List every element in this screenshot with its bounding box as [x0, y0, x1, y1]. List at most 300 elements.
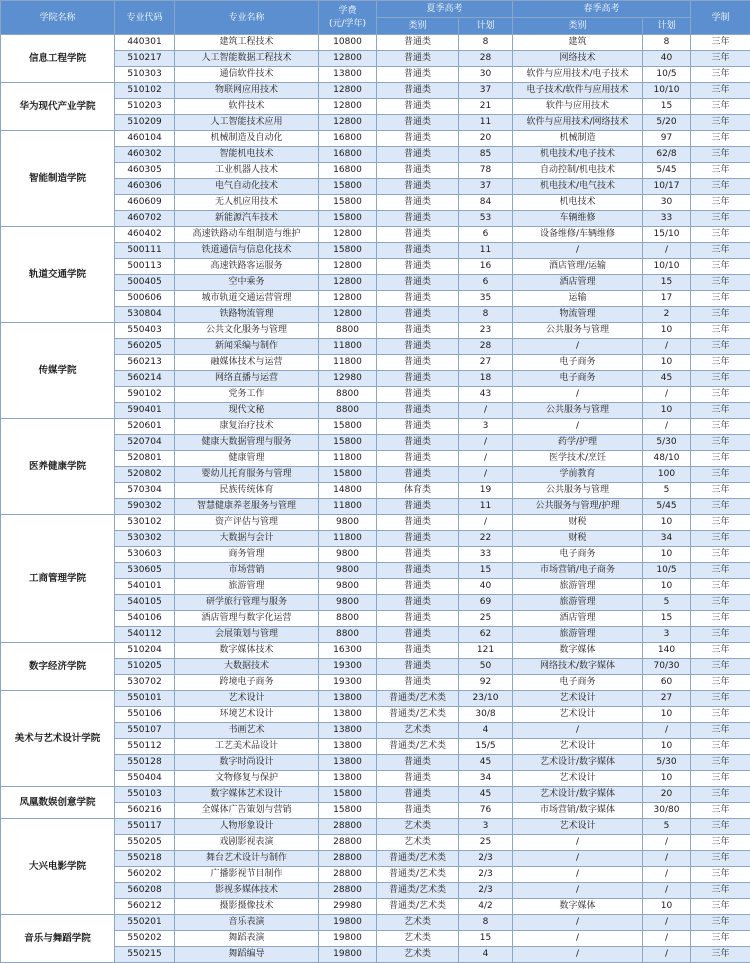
summer-category: 普通类	[377, 291, 459, 307]
summer-plan: 76	[459, 803, 513, 819]
major-code: 550403	[115, 323, 175, 339]
major-name: 融媒体技术与运营	[175, 355, 319, 371]
major-name: 党务工作	[175, 387, 319, 403]
duration: 三年	[691, 419, 750, 435]
summer-plan: 30	[459, 67, 513, 83]
summer-plan: 11	[459, 115, 513, 131]
spring-plan: /	[643, 723, 691, 739]
spring-category: /	[513, 419, 643, 435]
header-major: 专业名称	[175, 1, 319, 35]
spring-plan: /	[643, 947, 691, 963]
spring-category: 艺术设计/数字媒体	[513, 787, 643, 803]
spring-category: /	[513, 915, 643, 931]
duration: 三年	[691, 819, 750, 835]
major-name: 资产评估与管理	[175, 515, 319, 531]
tuition-fee: 13800	[319, 755, 377, 771]
summer-category: 普通类	[377, 659, 459, 675]
summer-plan: 121	[459, 643, 513, 659]
college-name: 凤凰数娱创意学院	[1, 787, 115, 819]
summer-category: 普通类	[377, 467, 459, 483]
spring-category: 医学技术/烹饪	[513, 451, 643, 467]
spring-category: 市场营销/数字媒体	[513, 803, 643, 819]
major-code: 460302	[115, 147, 175, 163]
college-name: 华为现代产业学院	[1, 83, 115, 131]
spring-category: /	[513, 851, 643, 867]
summer-plan: 25	[459, 835, 513, 851]
major-code: 530804	[115, 307, 175, 323]
summer-plan: 27	[459, 355, 513, 371]
spring-category: 公共服务与管理	[513, 403, 643, 419]
tuition-fee: 12800	[319, 307, 377, 323]
summer-plan: 35	[459, 291, 513, 307]
major-code: 590102	[115, 387, 175, 403]
duration: 三年	[691, 243, 750, 259]
tuition-fee: 28800	[319, 835, 377, 851]
spring-plan: 2	[643, 307, 691, 323]
major-code: 510102	[115, 83, 175, 99]
header-summer-category: 类别	[377, 18, 459, 35]
tuition-fee: 11800	[319, 339, 377, 355]
tuition-fee: 12800	[319, 115, 377, 131]
spring-category: /	[513, 723, 643, 739]
summer-category: 普通类	[377, 339, 459, 355]
summer-category: 体育类	[377, 483, 459, 499]
summer-category: 普通类	[377, 611, 459, 627]
duration: 三年	[691, 83, 750, 99]
major-code: 550112	[115, 739, 175, 755]
summer-category: 普通类	[377, 627, 459, 643]
duration: 三年	[691, 771, 750, 787]
major-name: 电气自动化技术	[175, 179, 319, 195]
tuition-fee: 9800	[319, 563, 377, 579]
table-header	[1, 1, 750, 35]
major-code: 550404	[115, 771, 175, 787]
duration: 三年	[691, 211, 750, 227]
duration: 三年	[691, 35, 750, 51]
tuition-fee: 13800	[319, 723, 377, 739]
spring-plan: 27	[643, 691, 691, 707]
summer-category: 普通类	[377, 115, 459, 131]
spring-category: 酒店管理	[513, 275, 643, 291]
spring-category: 数字媒体	[513, 899, 643, 915]
summer-plan: 37	[459, 179, 513, 195]
major-name: 工业机器人技术	[175, 163, 319, 179]
summer-plan: 11	[459, 499, 513, 515]
spring-plan: /	[643, 883, 691, 899]
spring-plan: 30	[643, 195, 691, 211]
duration: 三年	[691, 691, 750, 707]
spring-plan: 33	[643, 211, 691, 227]
major-code: 550117	[115, 819, 175, 835]
summer-category: 普通类	[377, 275, 459, 291]
major-name: 新能源汽车技术	[175, 211, 319, 227]
spring-category: 市场营销/电子商务	[513, 563, 643, 579]
summer-plan: 6	[459, 275, 513, 291]
major-code: 460305	[115, 163, 175, 179]
header-fee-title: 学费	[319, 5, 376, 18]
spring-category: 建筑	[513, 35, 643, 51]
summer-plan: 21	[459, 99, 513, 115]
major-code: 560202	[115, 867, 175, 883]
major-code: 550107	[115, 723, 175, 739]
duration: 三年	[691, 387, 750, 403]
tuition-fee: 29980	[319, 899, 377, 915]
major-name: 铁路物流管理	[175, 307, 319, 323]
tuition-fee: 12800	[319, 99, 377, 115]
summer-category: 普通类	[377, 195, 459, 211]
spring-plan: /	[643, 931, 691, 947]
spring-category: 酒店管理/运输	[513, 259, 643, 275]
tuition-fee: 8800	[319, 611, 377, 627]
spring-plan: 5	[643, 819, 691, 835]
spring-category: 设备维修/车辆维修	[513, 227, 643, 243]
summer-category: 普通类	[377, 67, 459, 83]
duration: 三年	[691, 579, 750, 595]
summer-plan: /	[459, 515, 513, 531]
table-row	[1, 35, 750, 51]
major-name: 环境艺术设计	[175, 707, 319, 723]
spring-plan: 5	[643, 483, 691, 499]
spring-category: 网络技术	[513, 51, 643, 67]
spring-category: 电子商务	[513, 371, 643, 387]
major-name: 摄影摄像技术	[175, 899, 319, 915]
spring-plan: /	[643, 339, 691, 355]
major-name: 数字时尚设计	[175, 755, 319, 771]
major-code: 500111	[115, 243, 175, 259]
college-name: 信息工程学院	[1, 35, 115, 83]
tuition-fee: 19800	[319, 931, 377, 947]
summer-plan: 53	[459, 211, 513, 227]
major-code: 560216	[115, 803, 175, 819]
spring-plan: 100	[643, 467, 691, 483]
spring-plan: 15	[643, 275, 691, 291]
tuition-fee: 16800	[319, 163, 377, 179]
spring-category: 旅游管理	[513, 627, 643, 643]
summer-plan: 8	[459, 915, 513, 931]
major-name: 机械制造及自动化	[175, 131, 319, 147]
tuition-fee: 12980	[319, 371, 377, 387]
summer-category: 普通类	[377, 771, 459, 787]
spring-plan: 15	[643, 611, 691, 627]
major-name: 空中乘务	[175, 275, 319, 291]
major-code: 560212	[115, 899, 175, 915]
table-row	[1, 131, 750, 147]
spring-category: 物流管理	[513, 307, 643, 323]
table-row	[1, 787, 750, 803]
summer-category: 普通类	[377, 371, 459, 387]
summer-category: 普通类	[377, 323, 459, 339]
major-name: 酒店管理与数字化运营	[175, 611, 319, 627]
spring-plan: 10	[643, 707, 691, 723]
spring-plan: 10	[643, 355, 691, 371]
summer-category: 普通类/艺术类	[377, 739, 459, 755]
summer-category: 普通类	[377, 515, 459, 531]
summer-plan: 3	[459, 419, 513, 435]
spring-plan: 5/30	[643, 435, 691, 451]
spring-plan: 34	[643, 531, 691, 547]
tuition-fee: 13800	[319, 771, 377, 787]
tuition-fee: 28800	[319, 851, 377, 867]
summer-category: 普通类	[377, 563, 459, 579]
major-code: 540105	[115, 595, 175, 611]
major-code: 460104	[115, 131, 175, 147]
spring-plan: 20	[643, 787, 691, 803]
major-code: 550202	[115, 931, 175, 947]
tuition-fee: 12800	[319, 259, 377, 275]
spring-category: /	[513, 835, 643, 851]
summer-category: 艺术类	[377, 723, 459, 739]
duration: 三年	[691, 435, 750, 451]
summer-plan: 22	[459, 531, 513, 547]
summer-category: 普通类	[377, 579, 459, 595]
summer-plan: 18	[459, 371, 513, 387]
spring-category: 机电技术/电子技术	[513, 147, 643, 163]
major-name: 铁道通信与信息化技术	[175, 243, 319, 259]
major-code: 460702	[115, 211, 175, 227]
duration: 三年	[691, 883, 750, 899]
tuition-fee: 15800	[319, 435, 377, 451]
major-code: 530302	[115, 531, 175, 547]
tuition-fee: 28800	[319, 883, 377, 899]
spring-category: 艺术设计	[513, 707, 643, 723]
major-name: 软件技术	[175, 99, 319, 115]
summer-category: 普通类	[377, 499, 459, 515]
spring-plan: 10	[643, 579, 691, 595]
summer-category: 普通类/艺术类	[377, 883, 459, 899]
major-code: 540101	[115, 579, 175, 595]
summer-category: 艺术类	[377, 835, 459, 851]
summer-plan: 4	[459, 947, 513, 963]
spring-plan: 3	[643, 627, 691, 643]
summer-plan: 40	[459, 579, 513, 595]
spring-plan: 10	[643, 771, 691, 787]
major-name: 无人机应用技术	[175, 195, 319, 211]
summer-category: 普通类	[377, 83, 459, 99]
major-code: 550218	[115, 851, 175, 867]
spring-plan: 10/10	[643, 259, 691, 275]
spring-plan: 15/10	[643, 227, 691, 243]
spring-category: 软件与应用技术	[513, 99, 643, 115]
spring-plan: 5/45	[643, 163, 691, 179]
summer-plan: 50	[459, 659, 513, 675]
major-code: 550101	[115, 691, 175, 707]
header-college: 学院名称	[1, 1, 115, 35]
header-spring-category: 类别	[513, 18, 643, 35]
spring-category: 软件与应用技术/电子技术	[513, 67, 643, 83]
spring-category: 软件与应用技术/网络技术	[513, 115, 643, 131]
major-name: 人工智能技术应用	[175, 115, 319, 131]
major-code: 540112	[115, 627, 175, 643]
summer-plan: 85	[459, 147, 513, 163]
major-code: 550215	[115, 947, 175, 963]
summer-plan: 2/3	[459, 867, 513, 883]
header-fee-unit: (元/学年)	[319, 18, 376, 31]
summer-category: 普通类	[377, 387, 459, 403]
summer-plan: /	[459, 403, 513, 419]
major-name: 会展策划与管理	[175, 627, 319, 643]
spring-plan: 30/80	[643, 803, 691, 819]
spring-plan: 8	[643, 35, 691, 51]
major-code: 510217	[115, 51, 175, 67]
major-code: 440301	[115, 35, 175, 51]
major-name: 人工智能数据工程技术	[175, 51, 319, 67]
spring-category: 药学/护理	[513, 435, 643, 451]
spring-category: 艺术设计	[513, 771, 643, 787]
duration: 三年	[691, 483, 750, 499]
duration: 三年	[691, 307, 750, 323]
summer-plan: 84	[459, 195, 513, 211]
major-name: 康复治疗技术	[175, 419, 319, 435]
tuition-fee: 19800	[319, 915, 377, 931]
summer-plan: /	[459, 435, 513, 451]
major-code: 560208	[115, 883, 175, 899]
spring-plan: /	[643, 419, 691, 435]
duration: 三年	[691, 67, 750, 83]
major-code: 550201	[115, 915, 175, 931]
tuition-fee: 12800	[319, 83, 377, 99]
summer-plan: 92	[459, 675, 513, 691]
summer-category: 普通类	[377, 99, 459, 115]
duration: 三年	[691, 403, 750, 419]
major-code: 510209	[115, 115, 175, 131]
table-row	[1, 515, 750, 531]
tuition-fee: 11800	[319, 499, 377, 515]
summer-plan: 69	[459, 595, 513, 611]
duration: 三年	[691, 563, 750, 579]
major-code: 460402	[115, 227, 175, 243]
spring-category: /	[513, 339, 643, 355]
major-name: 广播影视节目制作	[175, 867, 319, 883]
spring-plan: 62/8	[643, 147, 691, 163]
spring-category: 学前教育	[513, 467, 643, 483]
tuition-fee: 9800	[319, 547, 377, 563]
spring-category: 艺术设计/数字媒体	[513, 755, 643, 771]
major-name: 跨境电子商务	[175, 675, 319, 691]
duration: 三年	[691, 115, 750, 131]
duration: 三年	[691, 739, 750, 755]
duration: 三年	[691, 707, 750, 723]
major-name: 城市轨道交通运营管理	[175, 291, 319, 307]
tuition-fee: 13800	[319, 707, 377, 723]
summer-category: 普通类	[377, 419, 459, 435]
duration: 三年	[691, 275, 750, 291]
summer-plan: 28	[459, 51, 513, 67]
duration: 三年	[691, 659, 750, 675]
summer-plan: 8	[459, 307, 513, 323]
summer-plan: 45	[459, 787, 513, 803]
spring-category: 财税	[513, 531, 643, 547]
major-code: 590302	[115, 499, 175, 515]
spring-category: 旅游管理	[513, 595, 643, 611]
major-name: 影视多媒体技术	[175, 883, 319, 899]
summer-plan: 8	[459, 35, 513, 51]
tuition-fee: 8800	[319, 323, 377, 339]
major-code: 570304	[115, 483, 175, 499]
tuition-fee: 15800	[319, 179, 377, 195]
spring-category: /	[513, 243, 643, 259]
tuition-fee: 8800	[319, 387, 377, 403]
spring-category: 酒店管理	[513, 611, 643, 627]
summer-category: 普通类	[377, 451, 459, 467]
spring-plan: /	[643, 867, 691, 883]
duration: 三年	[691, 899, 750, 915]
summer-category: 普通类/艺术类	[377, 867, 459, 883]
major-code: 520802	[115, 467, 175, 483]
duration: 三年	[691, 755, 750, 771]
spring-plan: /	[643, 387, 691, 403]
duration: 三年	[691, 323, 750, 339]
duration: 三年	[691, 99, 750, 115]
summer-category: 普通类	[377, 259, 459, 275]
summer-category: 普通类	[377, 547, 459, 563]
major-name: 数字媒体技术	[175, 643, 319, 659]
spring-plan: 5/20	[643, 115, 691, 131]
college-name: 工商管理学院	[1, 515, 115, 643]
major-code: 530603	[115, 547, 175, 563]
spring-plan: 60	[643, 675, 691, 691]
duration: 三年	[691, 595, 750, 611]
spring-plan: /	[643, 915, 691, 931]
duration: 三年	[691, 611, 750, 627]
spring-plan: 10/10	[643, 83, 691, 99]
tuition-fee: 19300	[319, 659, 377, 675]
duration: 三年	[691, 547, 750, 563]
spring-plan: /	[643, 835, 691, 851]
tuition-fee: 12800	[319, 227, 377, 243]
spring-category: 电子商务	[513, 675, 643, 691]
spring-plan: 10/17	[643, 179, 691, 195]
major-code: 510203	[115, 99, 175, 115]
duration: 三年	[691, 723, 750, 739]
spring-category: 艺术设计	[513, 739, 643, 755]
spring-category: /	[513, 931, 643, 947]
summer-category: 艺术类	[377, 819, 459, 835]
spring-category: 艺术设计	[513, 819, 643, 835]
spring-plan: 10	[643, 739, 691, 755]
tuition-fee: 16800	[319, 131, 377, 147]
major-name: 舞蹈编导	[175, 947, 319, 963]
major-name: 艺术设计	[175, 691, 319, 707]
header-summer-plan: 计划	[459, 18, 513, 35]
major-code: 520704	[115, 435, 175, 451]
tuition-fee: 8800	[319, 403, 377, 419]
header-spring: 春季高考	[513, 1, 691, 18]
summer-category: 普通类	[377, 131, 459, 147]
summer-category: 普通类/艺术类	[377, 851, 459, 867]
spring-plan: /	[643, 851, 691, 867]
tuition-fee: 16300	[319, 643, 377, 659]
summer-category: 普通类	[377, 355, 459, 371]
summer-category: 普通类	[377, 755, 459, 771]
major-name: 市场营销	[175, 563, 319, 579]
tuition-fee: 19300	[319, 675, 377, 691]
summer-plan: 37	[459, 83, 513, 99]
tuition-fee: 9800	[319, 595, 377, 611]
major-name: 旅游管理	[175, 579, 319, 595]
major-code: 460306	[115, 179, 175, 195]
header-duration: 学制	[691, 1, 750, 35]
major-code: 550205	[115, 835, 175, 851]
college-name: 传媒学院	[1, 323, 115, 419]
table-row	[1, 643, 750, 659]
tuition-fee: 13800	[319, 67, 377, 83]
spring-category: /	[513, 387, 643, 403]
duration: 三年	[691, 355, 750, 371]
header-fee	[319, 1, 377, 35]
summer-category: 普通类	[377, 307, 459, 323]
tuition-fee: 15800	[319, 467, 377, 483]
summer-plan: 2/3	[459, 883, 513, 899]
